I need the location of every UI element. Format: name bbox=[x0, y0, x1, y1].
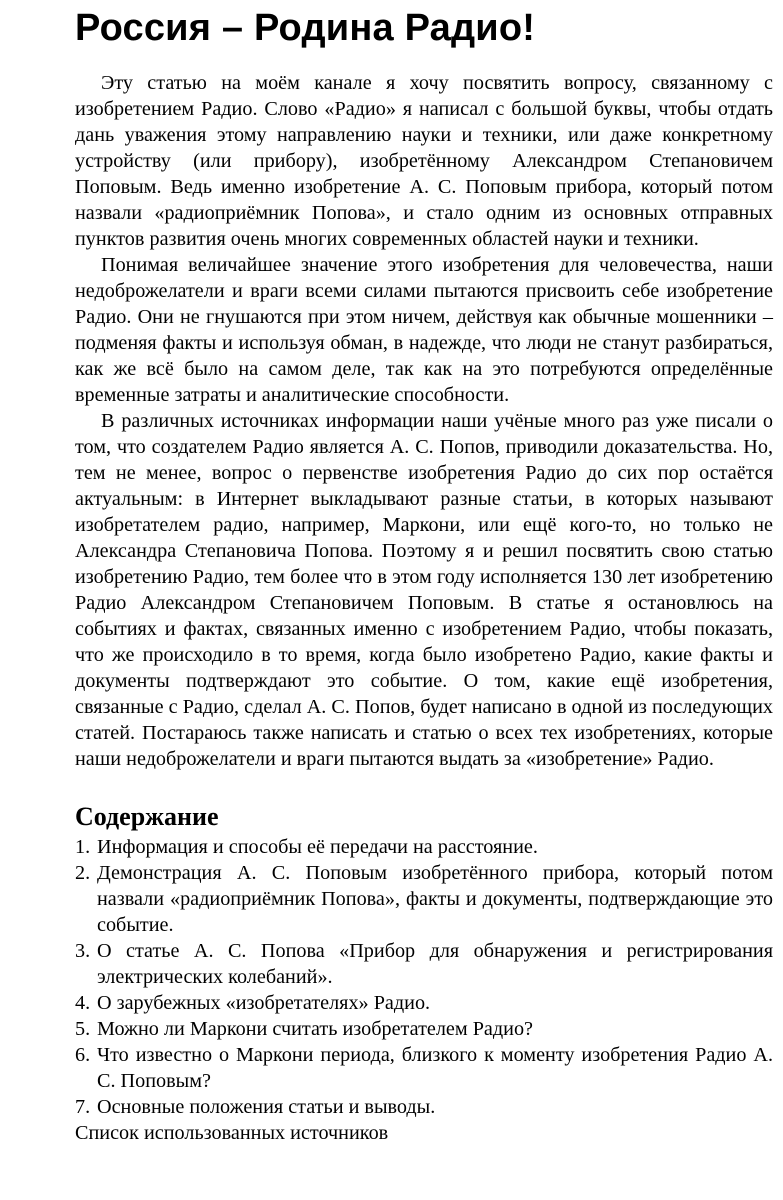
contents-item-number: 1. bbox=[75, 836, 91, 858]
paragraph-3 bbox=[75, 408, 773, 772]
contents-heading: Содержание bbox=[75, 802, 219, 831]
contents-item-number: 7. bbox=[75, 1096, 91, 1118]
paragraph-1-text: Эту статью на моём канале я хочу посвятить вопросу, связанному с изобретением Радио. Слово «Радио» я написал с большой буквы, чтобы отдать дань уважения этому направлению науки и техники, или даже конкретному устройству (или прибору), изобретённому Александром Степановичем Поповым. Ведь именно изобретение А. С. Поповым прибора, который потом назвали «радиоприёмник Попова», и стало одним из основных отправных пунктов развития очень многих современных областей науки и техники. bbox=[75, 72, 773, 250]
paragraph-2-text: Понимая величайшее значение этого изобретения для человечества, наши недоброжелатели и враги всеми силами пытаются присвоить себе изобретение Радио. Они не гнушаются при этом ничем, действуя как обычные мошенники – подменяя факты и используя обман, в надежде, что люди не станут разбираться, как же всё было на самом деле, так как на это потребуются определённые временные затраты и аналитические способности. bbox=[75, 254, 773, 406]
contents-item bbox=[75, 938, 773, 990]
article-body bbox=[75, 70, 773, 772]
contents-list bbox=[75, 834, 773, 1120]
page-title: Россия – Родина Радио! bbox=[75, 7, 536, 49]
contents-item bbox=[75, 1016, 773, 1042]
contents-item bbox=[75, 1042, 773, 1094]
contents-item-number: 3. bbox=[75, 940, 91, 962]
contents-item-text: О зарубежных «изобретателях» Радио. bbox=[97, 992, 431, 1014]
paragraph-1 bbox=[75, 70, 773, 252]
paragraph-3-text: В различных источниках информации наши учёные много раз уже писали о том, что создателем Радио является А. С. Попов, приводили доказательства. Но, тем не менее, вопрос о первенстве изобретения Радио до сих пор остаётся актуальным: в Интернет выкладывают разные статьи, в которых называют изобретателем радио, например, Маркони, или ещё кого-то, но только не Александра Степановича Попова. Поэтому я и решил посвятить свою статью изобретению Радио, тем более что в этом году исполняется 130 лет изобретению Радио Александром Степановичем Поповым. В статье я остановлюсь на событиях и фактах, связанных именно с изобретением Радио, чтобы показать, что же происходило в то время, когда было изобретено Радио, какие факты и документы подтверждают это событие. О том, какие ещё изобретения, связанные с Радио, сделал А. С. Попов, будет написано в одной из последующих статей. Постараюсь также написать и статью о всех тех изобретениях, которые наши недоброжелатели и враги пытаются выдать за «изобретение» Радио. bbox=[75, 410, 773, 770]
contents-item-number: 4. bbox=[75, 992, 91, 1014]
contents-item bbox=[75, 860, 773, 938]
contents-item-text: Что известно о Маркони периода, близкого к моменту изобретения Радио А. С. Поповым? bbox=[97, 1044, 773, 1092]
contents-item bbox=[75, 1094, 773, 1120]
contents-item bbox=[75, 990, 773, 1016]
contents-item-text: Демонстрация А. С. Поповым изобретённого прибора, который потом назвали «радиоприёмник Попова», факты и документы, подтверждающие это событие. bbox=[97, 862, 773, 936]
contents-item-number: 5. bbox=[75, 1018, 91, 1040]
contents-item-text: Можно ли Маркони считать изобретателем Радио? bbox=[97, 1018, 534, 1040]
contents-item-number: 2. bbox=[75, 862, 91, 884]
contents-item bbox=[75, 834, 773, 860]
contents-item-text: О статье А. С. Попова «Прибор для обнаружения и регистрирования электрических колебаний». bbox=[97, 940, 773, 988]
sources-list-label: Список использованных источников bbox=[75, 1122, 389, 1144]
contents-item-text: Информация и способы её передачи на расстояние. bbox=[97, 836, 538, 858]
paragraph-2 bbox=[75, 252, 773, 408]
contents-item-text: Основные положения статьи и выводы. bbox=[97, 1096, 436, 1118]
contents-item-number: 6. bbox=[75, 1044, 91, 1066]
